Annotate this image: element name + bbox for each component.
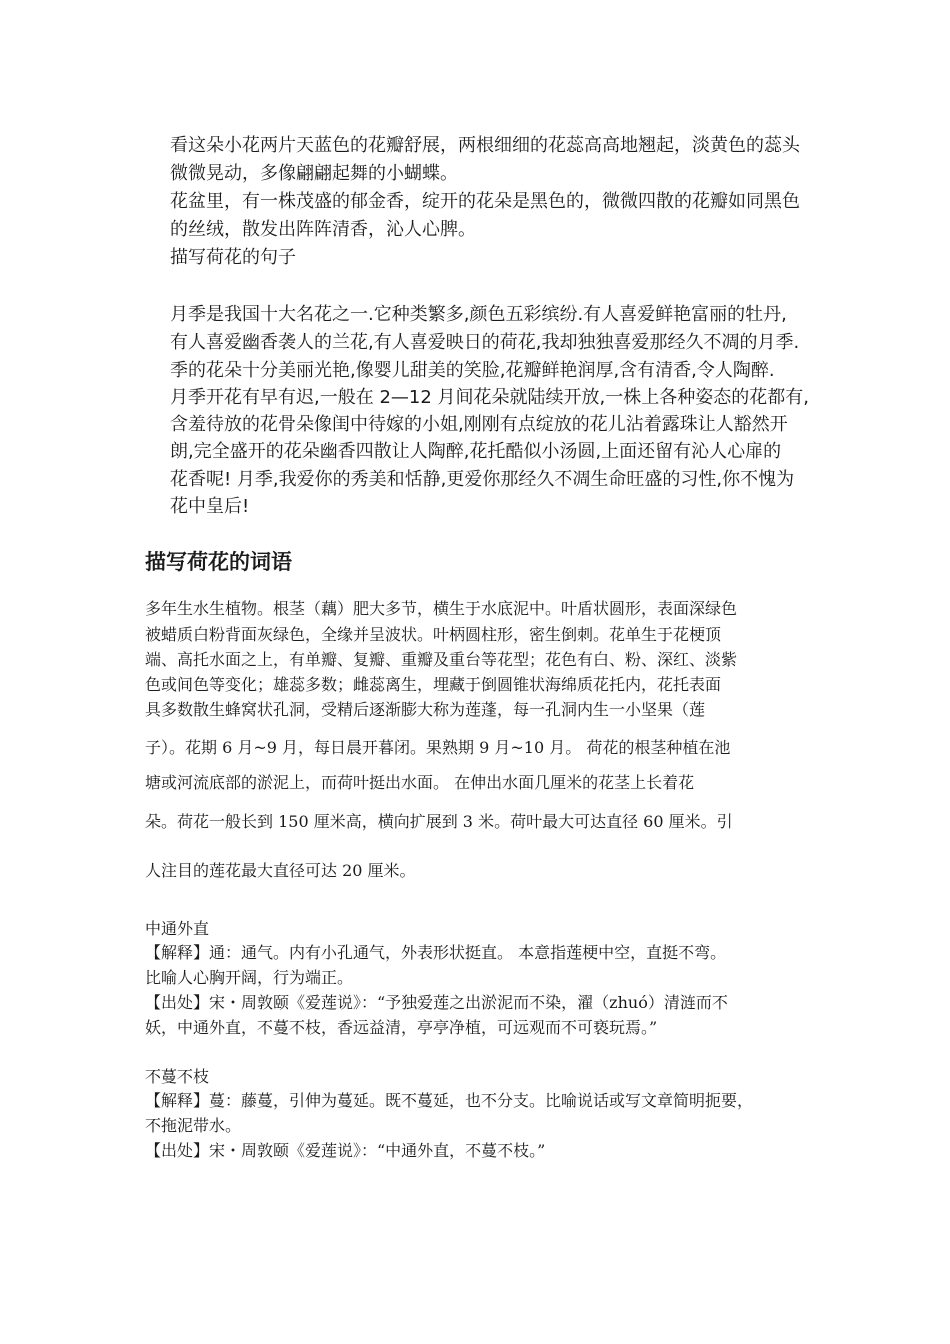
text-line: 子）。花期 6 月~9 月，每日晨开暮闭。果熟期 9 月~10 月。 荷花的根茎种植在池 <box>145 738 731 757</box>
idiom-source: 妖，中通外直，不蔓不枝，香远益清，亭亭净植，可远观而不可亵玩焉。” <box>145 1018 658 1037</box>
section-heading: 描写荷花的词语 <box>145 550 292 574</box>
idiom-term: 不蔓不枝 <box>145 1067 210 1086</box>
text-line: 看这朵小花两片天蓝色的花瓣舒展，两根细细的花蕊高高地翘起，淡黄色的蕊头 <box>170 135 800 156</box>
text-line: 花中皇后! <box>170 496 250 517</box>
idiom-source: 【出处】宋・周敦颐《爱莲说》：“中通外直，不蔓不枝。” <box>145 1141 546 1160</box>
text-line: 微微晃动，多像翩翩起舞的小蝴蝶。 <box>170 163 458 184</box>
text-line: 被蜡质白粉背面灰绿色，全缘并呈波状。叶柄圆柱形，密生倒刺。花单生于花梗顶 <box>145 625 722 644</box>
text-line: 花香呢! 月季,我爱你的秀美和恬静,更爱你那经久不凋生命旺盛的习性,你不愧为 <box>170 469 795 490</box>
text-line: 月季是我国十大名花之一.它种类繁多,颜色五彩缤纷.有人喜爱鲜艳富丽的牡丹, <box>170 304 787 325</box>
text-line: 塘或河流底部的淤泥上，而荷叶挺出水面。 在伸出水面几厘米的花茎上长着花 <box>145 773 695 792</box>
idiom-explanation: 【解释】通：通气。内有小孔通气，外表形状挺直。 本意指莲梗中空，直挺不弯。 <box>145 943 727 962</box>
subheading-line: 描写荷花的句子 <box>170 247 296 268</box>
text-line: 月季开花有早有迟,一般在 2—12 月间花朵就陆续开放,一株上各种姿态的花都有, <box>170 387 809 408</box>
idiom-source: 【出处】宋・周敦颐《爱莲说》：“予独爱莲之出淤泥而不染，濯（zhuó）清涟而不 <box>145 993 728 1012</box>
idiom-explanation: 不拖泥带水。 <box>145 1116 242 1135</box>
text-line: 人注目的莲花最大直径可达 20 厘米。 <box>145 861 416 880</box>
text-line: 含羞待放的花骨朵像闺中待嫁的小姐,刚刚有点绽放的花儿沾着露珠让人豁然开 <box>170 414 788 435</box>
text-line: 端、高托水面之上，有单瓣、复瓣、重瓣及重台等花型；花色有白、粉、深红、淡紫 <box>145 650 738 669</box>
idiom-term: 中通外直 <box>145 919 210 938</box>
text-line: 朵。荷花一般长到 150 厘米高，横向扩展到 3 米。荷叶最大可达直径 60 厘米。引 <box>145 812 733 831</box>
idiom-explanation: 【解释】蔓：藤蔓，引伸为蔓延。既不蔓延，也不分支。比喻说话或写文章简明扼要， <box>145 1091 754 1110</box>
text-line: 具多数散生蜂窝状孔洞，受精后逐渐膨大称为莲蓬，每一孔洞内生一小坚果（莲 <box>145 700 706 719</box>
text-line: 花盆里，有一株茂盛的郁金香，绽开的花朵是黑色的，微微四散的花瓣如同黑色 <box>170 191 800 212</box>
text-line: 有人喜爱幽香袭人的兰花,有人喜爱映日的荷花,我却独独喜爱那经久不凋的月季. <box>170 332 800 353</box>
text-line: 的丝绒，散发出阵阵清香，沁人心脾。 <box>170 219 476 240</box>
idiom-explanation: 比喻人心胸开阔，行为端正。 <box>145 968 354 987</box>
text-line: 色或间色等变化；雄蕊多数；雌蕊离生，埋藏于倒圆锥状海绵质花托内，花托表面 <box>145 675 722 694</box>
text-line: 多年生水生植物。根茎（藕）肥大多节，横生于水底泥中。叶盾状圆形，表面深绿色 <box>145 599 738 618</box>
text-line: 朗,完全盛开的花朵幽香四散让人陶醉,花托酷似小汤圆,上面还留有沁人心扉的 <box>170 441 782 462</box>
text-line: 季的花朵十分美丽光艳,像婴儿甜美的笑脸,花瓣鲜艳润厚,含有清香,令人陶醉. <box>170 360 775 381</box>
